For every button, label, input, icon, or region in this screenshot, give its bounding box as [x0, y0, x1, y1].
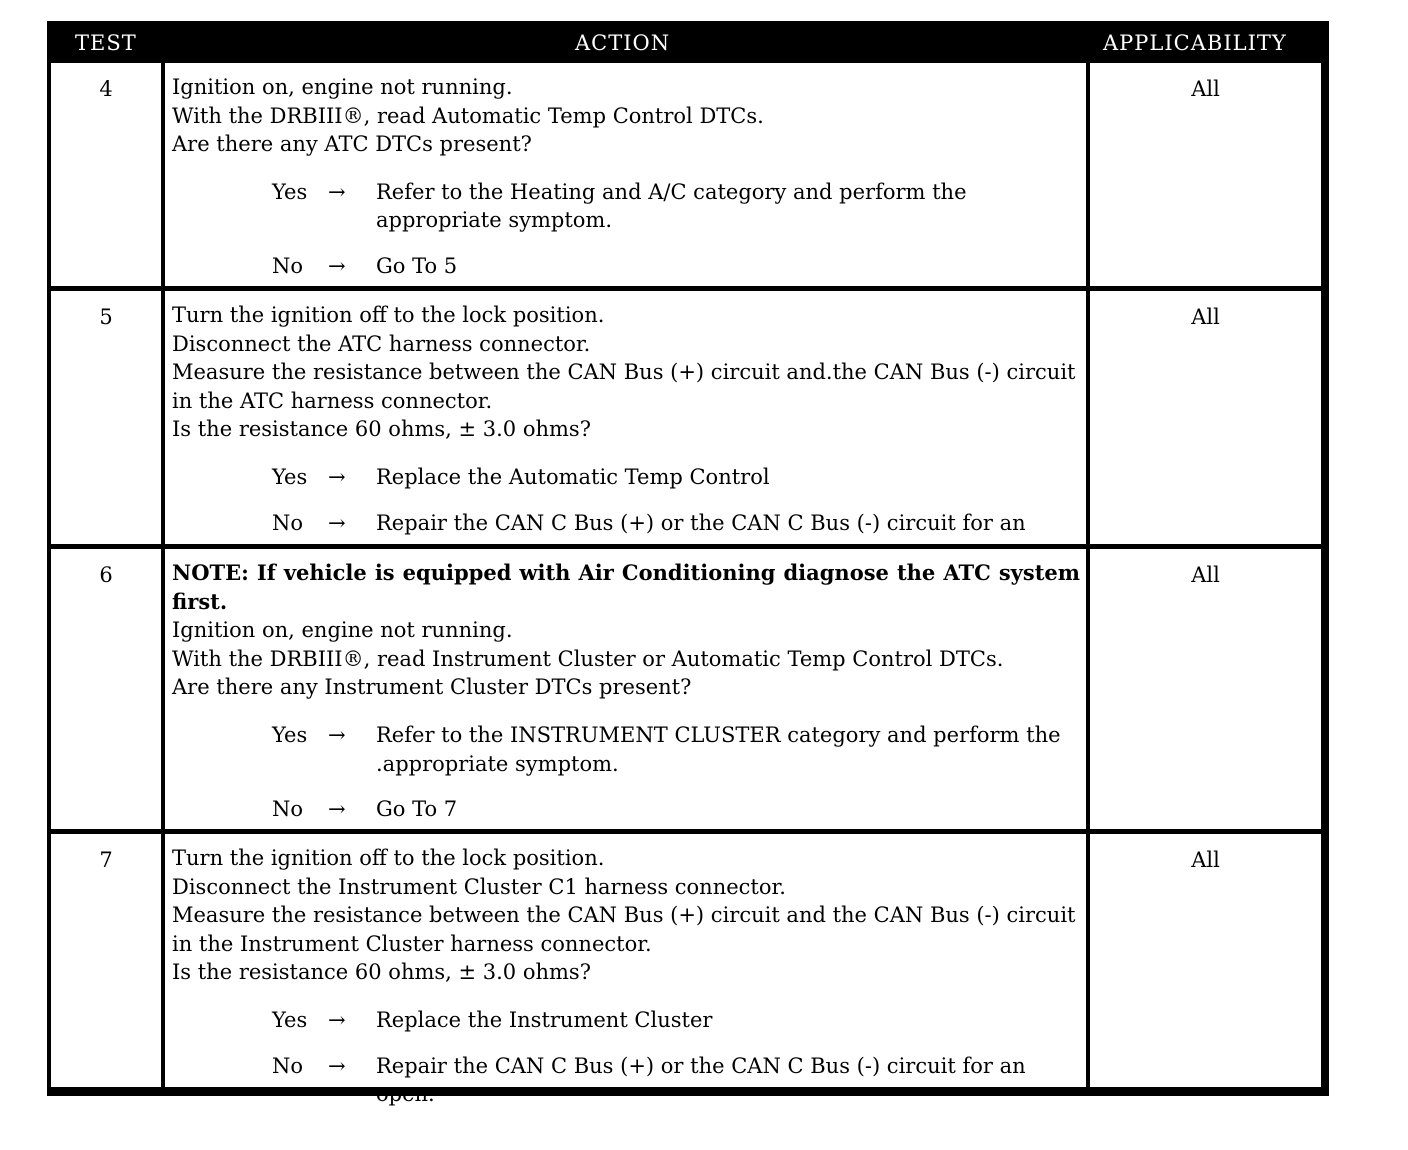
step-line: Are there any ATC DTCs present?	[172, 132, 532, 157]
yes-action: Refer to the INSTRUMENT CLUSTER category and perform the .appropriate symptom.	[376, 722, 1061, 776]
applicability-cell	[1090, 63, 1321, 286]
arrow-icon: →	[328, 253, 346, 278]
test-cell	[51, 291, 161, 544]
step-line: Turn the ignition off to the lock position.	[172, 303, 605, 327]
yes-action: Refer to the Heating and A/C category and perform the appropriate symptom.	[376, 179, 967, 233]
applicability-cell	[1090, 549, 1321, 829]
step-line: Are there any Instrument Cluster DTCs present?	[172, 675, 692, 700]
applicability-value: All	[1191, 77, 1220, 101]
yes-action: Replace the Automatic Temp Control	[376, 464, 770, 489]
no-action: Go To 5	[376, 253, 458, 278]
step-line: With the DRBIII®, read Automatic Temp Control DTCs.	[172, 103, 764, 128]
action-cell	[165, 291, 1086, 544]
test-cell	[51, 549, 161, 829]
applicability-value: All	[1191, 305, 1220, 329]
step-line: With the DRBIII®, read Instrument Cluster or Automatic Temp Control DTCs.	[172, 646, 1004, 671]
applicability-cell	[1090, 291, 1321, 544]
yes-response	[172, 178, 1080, 235]
step-line: Turn the ignition off to the lock position.	[172, 846, 605, 870]
arrow-icon: →	[328, 722, 346, 747]
action-cell	[165, 834, 1086, 1107]
no-action: Go To 7	[376, 797, 458, 822]
no-label: No	[272, 1053, 304, 1078]
step-line: Ignition on, engine not running.	[172, 75, 513, 99]
test-cell	[51, 63, 161, 286]
test-cell	[51, 834, 161, 1087]
test-number: 6	[99, 563, 113, 587]
arrow-icon: →	[328, 179, 346, 204]
yes-response	[172, 721, 1080, 778]
yes-response	[172, 463, 1080, 492]
step-line: Disconnect the ATC harness connector.	[172, 331, 591, 356]
no-label: No	[272, 253, 304, 278]
header-action: ACTION	[575, 31, 671, 55]
yes-action: Replace the Instrument Cluster	[376, 1007, 713, 1032]
test-number: 5	[99, 305, 113, 329]
step-line: Disconnect the Instrument Cluster C1 harness connector.	[172, 874, 786, 899]
applicability-value: All	[1191, 848, 1220, 872]
step-line: Is the resistance 60 ohms, ± 3.0 ohms?	[172, 960, 591, 985]
header-applicability: APPLICABILITY	[1103, 31, 1287, 55]
no-response	[172, 252, 1080, 281]
test-number: 4	[99, 77, 113, 101]
step-line: Measure the resistance between the CAN Bus (+) circuit and the CAN Bus (-) circuit in the Instrument Cluster harness connector.	[172, 903, 1076, 956]
action-cell	[165, 549, 1086, 829]
yes-label: Yes	[272, 179, 308, 204]
step-line: Is the resistance 60 ohms, ± 3.0 ohms?	[172, 417, 591, 442]
yes-label: Yes	[272, 722, 308, 747]
yes-label: Yes	[272, 1007, 308, 1032]
no-label: No	[272, 797, 304, 822]
yes-response	[172, 1006, 1080, 1035]
arrow-icon: →	[328, 1053, 346, 1078]
no-response	[172, 795, 1080, 824]
step-line: Ignition on, engine not running.	[172, 618, 513, 643]
applicability-value: All	[1191, 563, 1220, 587]
diagnostic-table	[47, 21, 1329, 1107]
no-response	[172, 1052, 1080, 1109]
action-cell	[165, 63, 1086, 286]
header-test: TEST	[75, 31, 137, 55]
no-action: Repair the CAN C Bus (+) or the CAN C Bus (-) circuit for an	[376, 510, 1026, 535]
arrow-icon: →	[328, 797, 346, 822]
note-text: NOTE: If vehicle is equipped with Air Conditioning diagnose the ATC system first.	[172, 560, 1080, 614]
arrow-icon: →	[328, 1007, 346, 1032]
no-action: Repair the CAN C Bus (+) or the CAN C Bus (-) circuit for an open.	[376, 1053, 1026, 1107]
applicability-cell	[1090, 834, 1321, 1087]
no-label: No	[272, 510, 304, 535]
yes-label: Yes	[272, 464, 308, 489]
arrow-icon: →	[328, 510, 346, 535]
step-line: Measure the resistance between the CAN Bus (+) circuit and.the CAN Bus (-) circuit in the ATC harness connector.	[172, 360, 1076, 413]
test-number: 7	[99, 848, 113, 872]
arrow-icon: →	[328, 464, 346, 489]
